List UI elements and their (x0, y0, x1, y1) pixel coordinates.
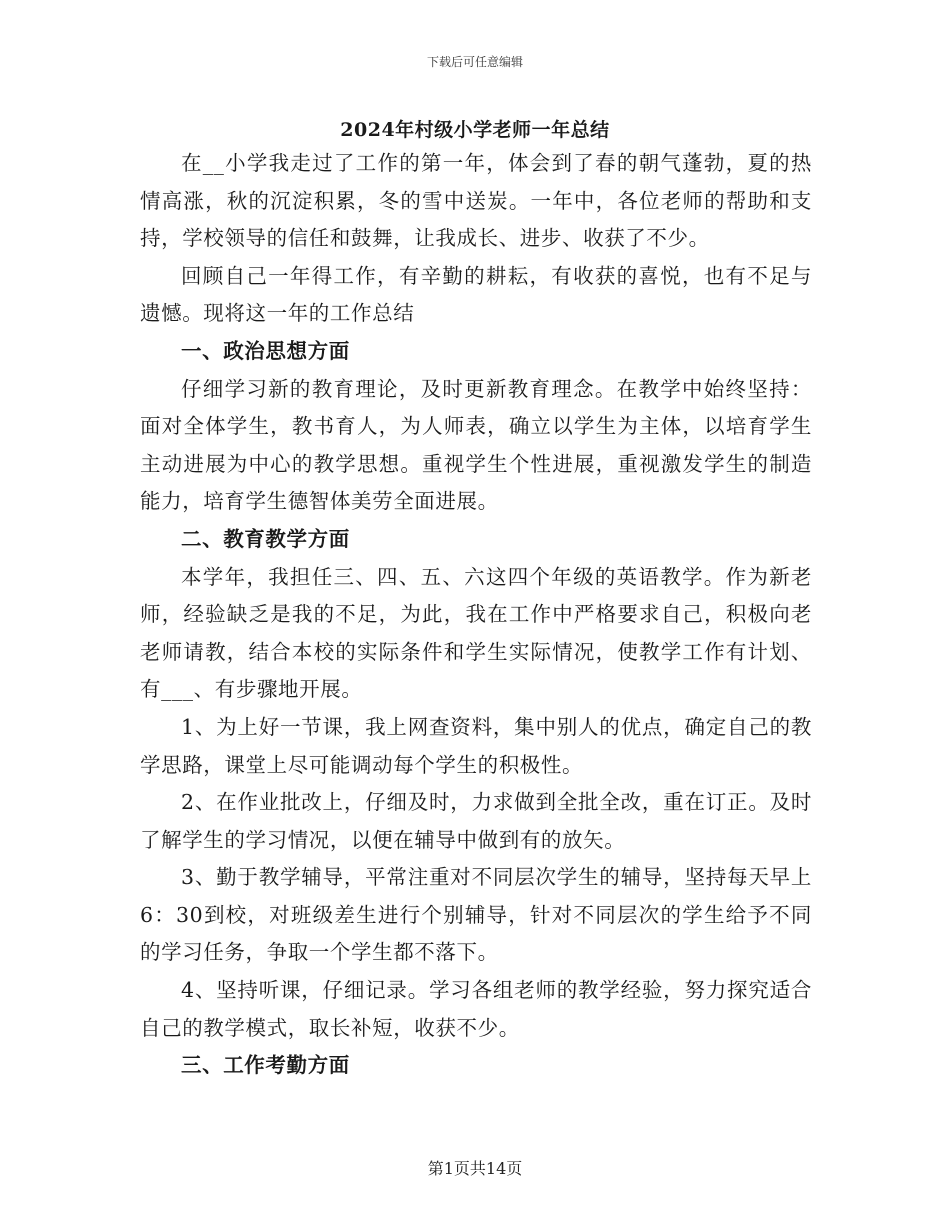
document-title: 2024年村级小学老师一年总结 (340, 119, 610, 141)
paragraph-politics: 仔细学习新的教育理论，及时更新教育理念。在教学中始终坚持：面对全体学生，教书育人，为人师表，确立以学生为主体，以培育学生主动进展为中心的教学思想。重视学生个性进展，重视激发学生的制造能力，培育学生德智体美劳全面进展。 (140, 376, 812, 514)
header-note: 下载后可任意编辑 (426, 55, 523, 69)
section-heading-attendance: 三、工作考勤方面 (181, 1053, 350, 1078)
paragraph-item-3: 3、勤于教学辅导，平常注重对不同层次学生的辅导，坚持每天早上6：30到校，对班级差生进行个别辅导，针对不同层次的学生给予不同的学习任务，争取一个学生都不落下。 (140, 865, 812, 965)
paragraph-item-4: 4、坚持听课，仔细记录。学习各组老师的教学经验，努力探究适合自己的教学模式，取长补短，收获不少。 (140, 978, 812, 1040)
paragraph-intro: 在__小学我走过了工作的第一年，体会到了春的朝气蓬勃，夏的热情高涨，秋的沉淀积累，冬的雪中送炭。一年中，各位老师的帮助和支持，学校领导的信任和鼓舞，让我成长、进步、收获了不少。 (140, 151, 812, 251)
paragraph-review: 回顾自己一年得工作，有辛勤的耕耘，有收获的喜悦，也有不足与遗憾。现将这一年的工作总结 (140, 263, 812, 326)
document-body (140, 145, 812, 1085)
paragraph-item-1: 1、为上好一节课，我上网查资料，集中别人的优点，确定自己的教学思路，课堂上尽可能调动每个学生的积极性。 (140, 714, 812, 777)
paragraph-item-2: 2、在作业批改上，仔细及时，力求做到全批全改，重在订正。及时了解学生的学习情况，以便在辅导中做到有的放矢。 (140, 790, 812, 852)
section-heading-politics: 一、政治思想方面 (181, 338, 350, 363)
paragraph-teaching: 本学年，我担任三、四、五、六这四个年级的英语教学。作为新老师，经验缺乏是我的不足，为此，我在工作中严格要求自己，积极向老老师请教，结合本校的实际条件和学生实际情况，使教学工作有计划、有___、有步骤地开展。 (140, 564, 812, 702)
page-footer: 第1页共14页 (427, 1159, 523, 1178)
section-heading-teaching: 二、教育教学方面 (181, 526, 350, 551)
